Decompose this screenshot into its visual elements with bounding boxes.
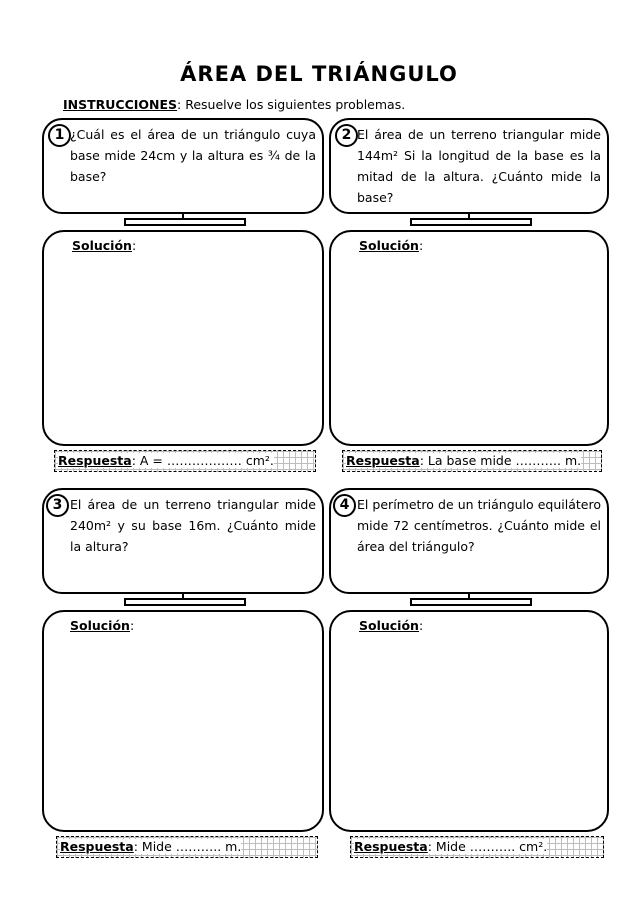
answer-text-1: : A = ……………… cm². [131,453,274,468]
problem-number-2: 2 [335,124,358,147]
problem-text-2: El área de un terreno triangular mide 144m² Si la longitud de la base es la mitad de la altura. ¿Cuánto mide la base? [357,127,601,205]
answer-text-3: : Mide ……….. m. [133,839,242,854]
stand [124,598,246,606]
problem-number-3: 3 [46,494,69,517]
instructions-text: : Resuelve los siguientes problemas. [177,97,406,112]
page-title: ÁREA DEL TRIÁNGULO [180,62,458,86]
answer-text-4: : Mide ……….. cm². [427,839,548,854]
solution-box-1 [42,230,324,446]
problem-text-4: El perímetro de un triángulo equilátero mide 72 centímetros. ¿Cuánto mide el área del triángulo? [357,497,601,554]
solution-box-3 [42,610,324,832]
stand [410,218,532,226]
problem-text-1: ¿Cuál es el área de un triángulo cuya base mide 24cm y la altura es ¾ de la base? [70,127,316,184]
instructions-label: INSTRUCCIONES [63,97,178,112]
problem-number-4: 4 [333,494,356,517]
answer-box-2 [342,450,602,472]
answer-label-2: Respuesta [346,453,420,468]
solution-box-4 [329,610,609,832]
instructions [63,97,405,112]
answer-box-1 [54,450,316,472]
problem-text-3: El área de un terreno triangular mide 240m² y su base 16m. ¿Cuánto mide la altura? [70,497,316,554]
solution-label-3: Solución: [70,618,135,633]
stand [124,218,246,226]
answer-text-2: : La base mide ……….. m. [419,453,582,468]
answer-label-3: Respuesta [60,839,134,854]
solution-box-2 [329,230,609,446]
answer-label-4: Respuesta [354,839,428,854]
solution-label-4: Solución: [359,618,424,633]
solution-label-2: Solución: [359,238,424,253]
stand [410,598,532,606]
problem-number-1: 1 [48,124,71,147]
answer-label-1: Respuesta [58,453,132,468]
solution-label-1: Solución: [72,238,137,253]
answer-box-3 [56,836,318,858]
answer-box-4 [350,836,604,858]
